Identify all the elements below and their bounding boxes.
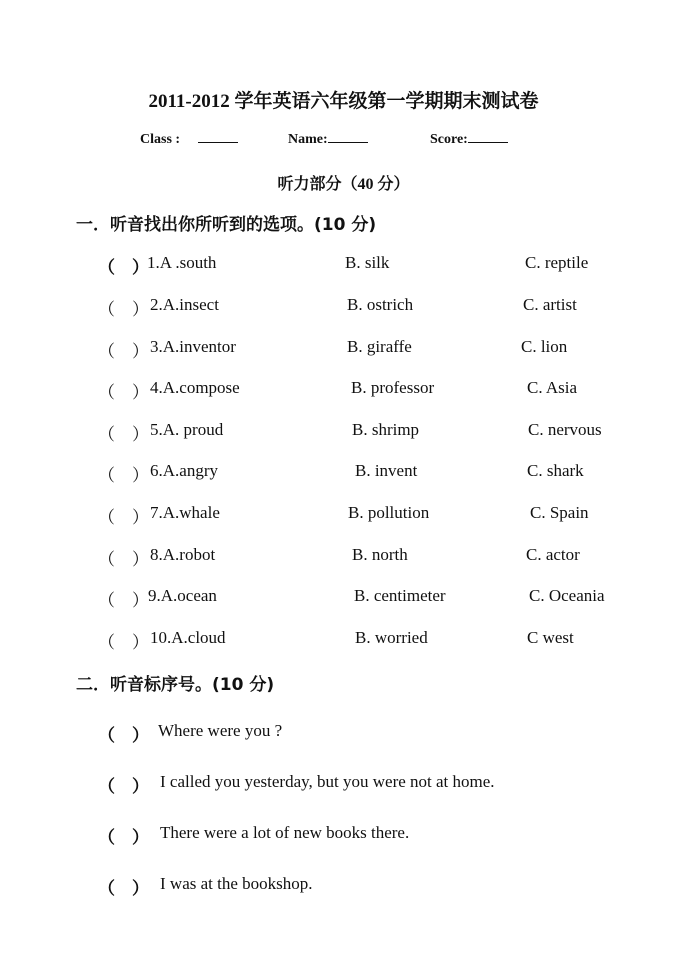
section2-heading: 二．听音标序号。(10 分) [76, 675, 275, 695]
option-b: B. invent [355, 461, 418, 480]
option-b: B. centimeter [354, 586, 446, 605]
option-a: 8.A.robot [150, 545, 216, 564]
score-field [430, 130, 508, 148]
score-blank[interactable] [468, 130, 508, 143]
option-c: C. lion [521, 337, 568, 356]
option-c: C. artist [523, 295, 577, 314]
option-a: 10.A.cloud [150, 628, 226, 647]
option-b: B. professor [351, 378, 435, 397]
option-c: C. shark [527, 461, 584, 480]
option-c: C west [527, 628, 574, 647]
answer-paren-text: （ ） [98, 777, 149, 796]
answer-paren[interactable] [98, 823, 149, 848]
answer-paren[interactable]: （ ） [98, 591, 149, 610]
section1-row-9 [98, 586, 149, 611]
option-c: C. nervous [528, 420, 602, 439]
option-b: B. giraffe [347, 337, 412, 356]
answer-paren[interactable] [98, 772, 149, 797]
option-b: B. pollution [348, 503, 430, 522]
answer-paren[interactable]: （ ） [98, 466, 149, 485]
section1-row-4 [98, 378, 149, 403]
answer-paren[interactable] [98, 721, 149, 746]
option-b: B. silk [345, 253, 390, 272]
section1-heading: 一．听音找出你所听到的选项。(10 分) [76, 215, 377, 235]
option-b: B. shrimp [352, 420, 420, 439]
option-a: 3.A.inventor [150, 337, 236, 356]
class-field [140, 130, 238, 148]
name-label: Name: [288, 132, 328, 147]
option-b: B. ostrich [347, 295, 414, 314]
option-b: B. north [352, 545, 408, 564]
class-label: Class : [140, 132, 181, 147]
option-c: C. actor [526, 545, 580, 564]
option-a: 5.A. proud [150, 420, 224, 439]
option-a: 6.A.angry [150, 461, 218, 480]
class-blank[interactable] [198, 130, 238, 143]
answer-paren[interactable]: （ ） [98, 508, 149, 527]
sentence: Where were you ? [158, 721, 283, 740]
section1-row-1 [98, 253, 149, 278]
section1-row-7 [98, 503, 149, 528]
score-label: Score: [430, 132, 468, 147]
answer-paren[interactable]: （ ） [98, 342, 149, 361]
name-field [288, 130, 368, 148]
answer-paren-text: （ ） [98, 726, 149, 745]
option-c: C. Oceania [529, 586, 605, 605]
answer-paren[interactable]: （ ） [98, 425, 149, 444]
sentence: There were a lot of new books there. [160, 823, 410, 842]
option-a: 2.A.insect [150, 295, 219, 314]
sentence: I called you yesterday, but you were not at home. [160, 772, 495, 791]
option-a: 1.A .south [147, 253, 217, 272]
option-c: C. Asia [527, 378, 578, 397]
section1-row-8 [98, 545, 149, 570]
answer-paren[interactable]: （ ） [98, 383, 149, 402]
answer-paren[interactable]: （ ） [98, 258, 149, 277]
answer-paren-text: （ ） [98, 879, 149, 898]
answer-paren[interactable]: （ ） [98, 300, 149, 319]
section1-row-3 [98, 337, 149, 362]
listening-part-heading: 听力部分（40 分） [277, 176, 410, 193]
answer-paren-text: （ ） [98, 828, 149, 847]
section1-row-2 [98, 295, 149, 320]
option-b: B. worried [355, 628, 428, 647]
answer-paren[interactable]: （ ） [98, 633, 149, 652]
option-a: 4.A.compose [150, 378, 240, 397]
section1-row-10 [98, 628, 149, 653]
answer-paren[interactable] [98, 874, 149, 899]
sentence: I was at the bookshop. [160, 874, 313, 893]
option-c: C. reptile [525, 253, 589, 272]
option-c: C. Spain [530, 503, 589, 522]
answer-paren[interactable]: （ ） [98, 550, 149, 569]
section1-row-5 [98, 420, 149, 445]
option-a: 9.A.ocean [148, 586, 217, 605]
option-a: 7.A.whale [150, 503, 220, 522]
page-title: 2011-2012 学年英语六年级第一学期期末测试卷 [148, 91, 539, 112]
section1-row-6 [98, 461, 149, 486]
name-blank[interactable] [328, 130, 368, 143]
